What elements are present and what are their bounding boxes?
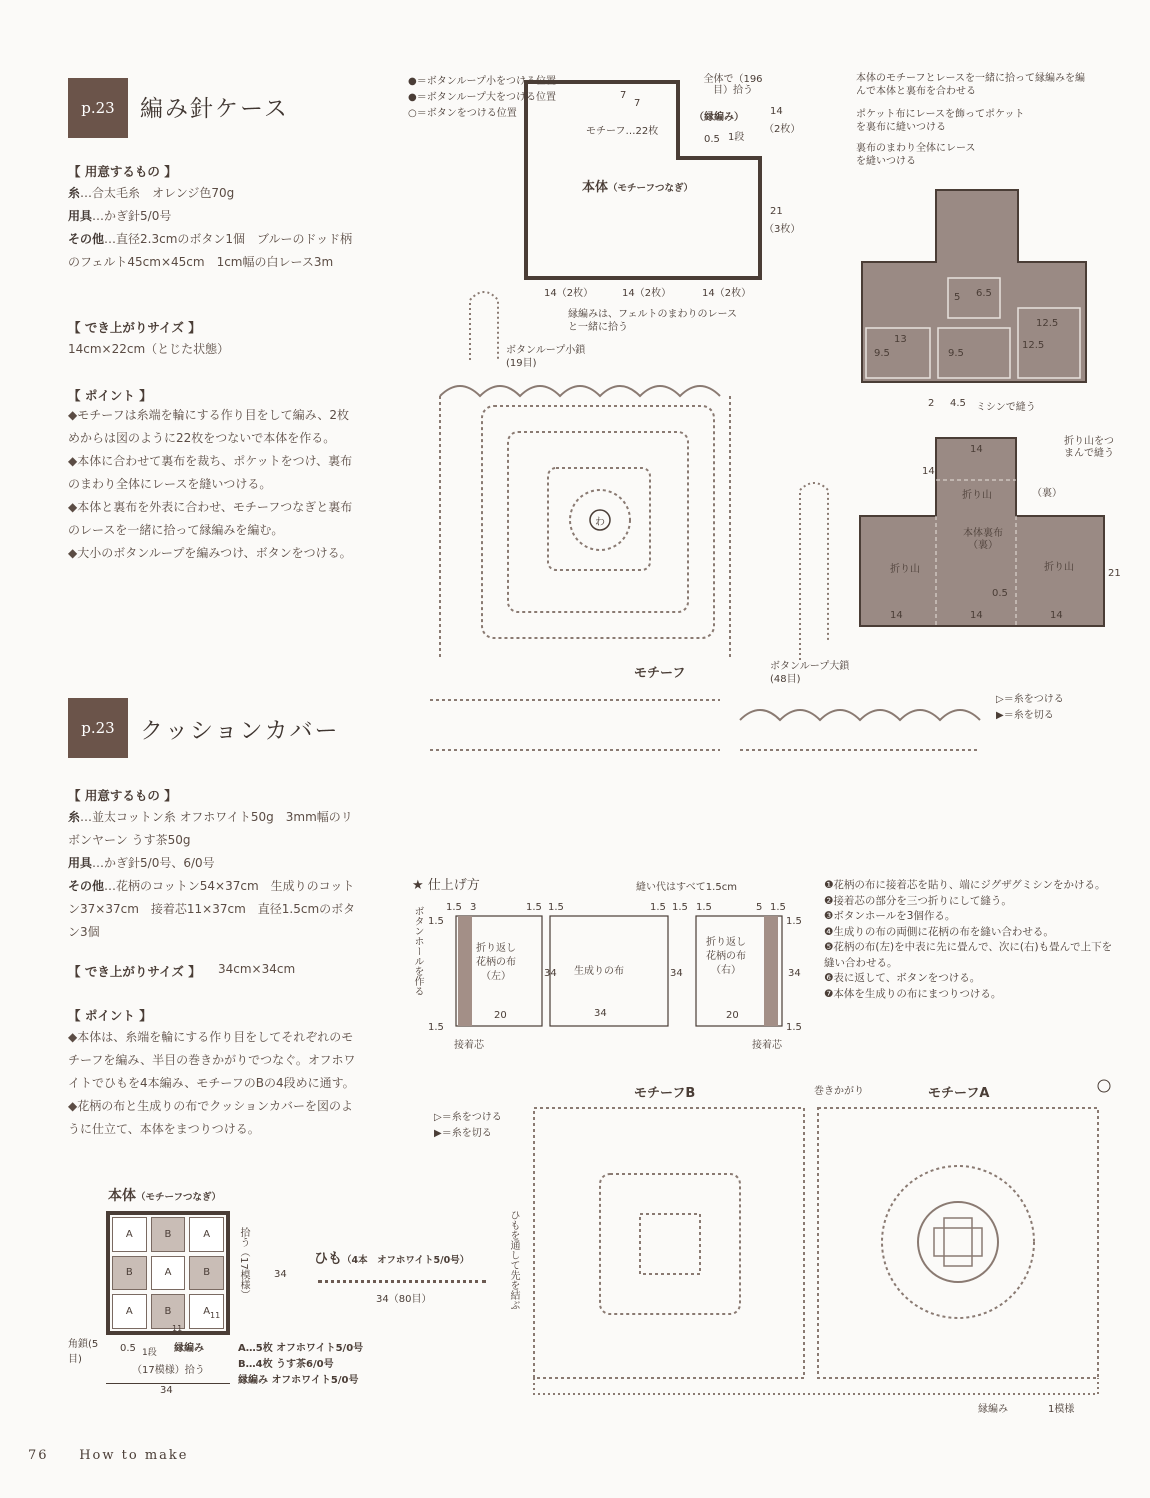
material-line: その他…花柄のコットン54×37cm 生成りのコットン37×37cm 接着芯11×37cm 直径1.5cmのボタン3個	[68, 879, 356, 939]
whip-label: 巻きかがり	[814, 1086, 864, 1097]
buttonhole-note: ボタンホールを作る	[412, 906, 423, 996]
grid-cell-b: B	[189, 1256, 224, 1291]
page-footer	[28, 1448, 188, 1463]
dim-label: 34	[788, 968, 801, 979]
dim-label: 14	[922, 466, 935, 477]
legend-big: ●＝ボタンループ大をつける位置	[408, 92, 556, 103]
grid-cell-b: B	[112, 1256, 147, 1291]
width-dimension-line	[106, 1383, 230, 1384]
dim-label: （3枚）	[764, 224, 801, 235]
left-panel-label: 折り返し 花柄の布 （左）	[476, 943, 516, 982]
string-title: ひも（4本 オフホワイト5/0号）	[314, 1251, 470, 1267]
dim-label: 6.5	[976, 288, 992, 299]
point-line: ◆大小のボタンループを編みつけ、ボタンをつける。	[68, 546, 352, 560]
grid-cell-b: B	[151, 1217, 186, 1252]
dim-label: 0.5	[704, 134, 720, 145]
dim-label: 7	[620, 90, 627, 101]
dim-label: 21	[770, 206, 783, 217]
material-line: 糸…並太コットン糸 オフホワイト50g 3mm幅のリボンヤーン うす茶50g	[68, 810, 353, 847]
finishing-heading: ★ 仕上げ方	[412, 878, 480, 893]
string-note: ひもを通して先を結ぶ	[508, 1210, 519, 1310]
point-line: ◆本体と裏布を外表に合わせ、モチーフつなぎと裏布のレースを一緒に拾って縁編みを編む。	[68, 500, 353, 537]
legend-attach: ▷＝糸をつける	[434, 1112, 502, 1123]
dim-label: 1.5	[428, 1022, 444, 1033]
lining-note: 本体のモチーフとレースを一緒に拾って縁編みを編んで本体と裏布を合わせる	[856, 73, 1085, 97]
pick-bottom-label: （17模様）拾う	[132, 1365, 205, 1376]
page-badge: p.23	[68, 78, 128, 138]
case-points-heading: 【 ポイント 】	[68, 388, 152, 403]
footer-text: How to make	[79, 1448, 189, 1463]
dim-label: 11	[172, 1324, 183, 1333]
legend-cut: ▶＝糸を切る	[996, 710, 1054, 721]
grid-cell-a: A	[189, 1217, 224, 1252]
edge-note: 縁編みは、フェルトのまわりのレースと一緒に拾う	[568, 309, 737, 333]
cushion-size-heading: 【 でき上がりサイズ 】	[68, 964, 201, 979]
dim-label: 1.5	[786, 916, 802, 927]
dim-label: 34	[160, 1385, 173, 1396]
case-points	[68, 404, 358, 565]
page-badge: p.23	[68, 698, 128, 758]
case-body-diagram	[398, 72, 801, 302]
point-line: ◆本体は、糸端を輪にする作り目をしてそれぞれのモチーフを編み、半目の巻きかがりでつなぐ。オフホワイトでひもを4本編み、モチーフのBの4段めに通す。	[68, 1030, 356, 1090]
dim-label: （2枚）	[764, 124, 801, 135]
point-line: ◆モチーフは糸端を輪にする作り目をして編み、2枚めからは図のように22枚をつないで本体を作る。	[68, 408, 349, 445]
pick-label: 拾う（17模様）	[238, 1227, 249, 1300]
back-label: （裏）	[1032, 488, 1062, 499]
dim-label: 1.5	[786, 1022, 802, 1033]
dim-label: 14	[970, 444, 983, 455]
case-size-heading: 【 でき上がりサイズ 】	[68, 320, 201, 335]
dim-label: 12.5	[1036, 318, 1059, 329]
lining-note: ポケット布にレースを飾ってポケットを裏布に縫いつける	[856, 109, 1025, 133]
legend-edge: 縁編み オフホワイト5/0号	[238, 1375, 359, 1386]
dim-label: 1段	[142, 1348, 157, 1358]
interfacing-left: 接着芯	[454, 1040, 484, 1051]
step-line: ❷接着芯の部分を三つ折りにして縫う。	[824, 894, 1012, 907]
dim-label: 14	[1050, 610, 1063, 621]
dim-label: 34	[274, 1269, 287, 1280]
point-line: ◆花柄の布と生成りの布でクッションカバーを図のように仕立て、本体をまつりつける。	[68, 1099, 353, 1136]
edge-label: （縁編み）	[694, 112, 744, 123]
lining-note: 裏布のまわり全体にレースを縫いつける	[856, 143, 976, 167]
middle-panel-label: 生成りの布	[574, 966, 624, 977]
dim-label: 0.5	[120, 1343, 136, 1354]
right-panel-label: 折り返し 花柄の布 （右）	[706, 937, 746, 976]
dim-label: 14	[970, 610, 983, 621]
dim-label: 14（2枚）	[622, 288, 672, 299]
fold-note: 折り山をつまんで縫う	[1064, 436, 1114, 459]
motif-label: モチーフ	[634, 666, 686, 681]
case-materials	[68, 182, 358, 274]
dim-label: 1.5	[526, 902, 542, 913]
dim-label: 0.5	[992, 588, 1008, 599]
fold-label: 折り山	[962, 490, 992, 501]
dim-label: 34	[594, 1008, 607, 1019]
dim-label: 14（2枚）	[702, 288, 752, 299]
dim-label: 34	[670, 968, 683, 979]
dim-label: 14（2枚）	[544, 288, 594, 299]
legend-small: ●＝ボタンループ小をつける位置	[408, 76, 556, 87]
dim-label: 34	[544, 968, 557, 979]
dim-label: 21	[1108, 568, 1121, 579]
edge-label: 縁編み	[978, 1404, 1008, 1415]
motif-stitch-chart	[400, 280, 990, 830]
dim-label: 20	[726, 1010, 739, 1021]
cushion-size: 34cm×34cm	[218, 962, 296, 976]
dim-label: 9.5	[874, 348, 890, 359]
cushion-points-heading: 【 ポイント 】	[68, 1008, 152, 1023]
legend-a: A…5枚 オフホワイト5/0号	[238, 1343, 364, 1354]
dim-label: 1.5	[548, 902, 564, 913]
step-line: ❸ボタンホールを3個作る。	[824, 910, 956, 922]
legend-attach: ▷＝糸をつける	[996, 694, 1064, 705]
cushion-motif-chart	[430, 1078, 1130, 1438]
corner-label: 角鎖(5目)	[68, 1339, 99, 1365]
cushion-body-diagram	[60, 1185, 400, 1405]
fold-label: 折り山	[1044, 562, 1074, 573]
body-label: 本体（モチーフつなぎ）	[582, 180, 694, 195]
legend-b: B…4枚 うす茶6/0号	[238, 1359, 334, 1370]
step-line: ❶花柄の布に接着芯を貼り、端にジグザグミシンをかける。	[824, 879, 1106, 891]
grid-cell-a: A	[112, 1294, 147, 1329]
dim-label: 1.5	[696, 902, 712, 913]
center-ring: わ	[595, 517, 605, 528]
cushion-materials-heading: 【 用意するもの 】	[68, 788, 177, 803]
dim-label: 4.5	[950, 398, 966, 409]
dim-label: 1.5	[672, 902, 688, 913]
step-line: ❻表に返して、ボタンをつける。	[824, 972, 981, 984]
fold-label: 本体裏布（裏）	[963, 528, 1003, 551]
dim-label: 13	[894, 334, 907, 345]
cushion-materials	[68, 806, 358, 944]
grid-cell-a: A	[189, 1294, 224, 1329]
cushion-stitch-chart	[430, 1078, 1130, 1438]
dim-label: 1.5	[446, 902, 462, 913]
dim-label: 5	[756, 902, 763, 913]
dim-label: 1.5	[650, 902, 666, 913]
total-label: 全体で（196目）拾う	[703, 74, 763, 96]
cushion-title: クッションカバー	[140, 718, 340, 744]
motif-count: モチーフ…22枚	[586, 126, 659, 137]
finishing-steps	[824, 878, 1114, 1002]
pattern-label: 1模様	[1048, 1404, 1075, 1415]
motif-b-label: モチーフB	[634, 1086, 696, 1101]
string-dim: 34（80目）	[376, 1294, 432, 1305]
dim-label: 7	[634, 98, 641, 109]
cushion-body-title: 本体（モチーフつなぎ）	[108, 1188, 222, 1204]
legend-cut: ▶＝糸を切る	[434, 1128, 492, 1139]
case-size: 14cm×22cm（とじた状態）	[68, 342, 230, 356]
grid-cell-a: A	[112, 1217, 147, 1252]
dim-label: 11	[210, 1311, 221, 1320]
page-number: 76	[28, 1448, 49, 1463]
case-materials-heading: 【 用意するもの 】	[68, 164, 177, 179]
dim-label: 1.5	[770, 902, 786, 913]
finishing-panels	[408, 872, 808, 1042]
grid-cell-a: A	[151, 1256, 186, 1291]
case-title: 編み針ケース	[140, 96, 289, 122]
point-line: ◆本体に合わせて裏布を裁ち、ポケットをつけ、裏布のまわり全体にレースを縫いつける。	[68, 454, 353, 491]
dim-label: 14	[890, 610, 903, 621]
step-line: ❼本体を生成りの布にまつりつける。	[824, 987, 1002, 1000]
interfacing-right: 接着芯	[752, 1040, 782, 1051]
dim-label: 9.5	[948, 348, 964, 359]
step-line: ❺花柄の布(左)を中表に先に畳んで、次に(右)も畳んで上下を縫い合わせる。	[824, 941, 1113, 969]
loop-big-label: ボタンループ大鎖(48目)	[770, 661, 850, 685]
legend-button: ○＝ボタンをつける位置	[408, 108, 517, 119]
loop-small-label: ボタンループ小鎖(19目)	[506, 345, 586, 369]
dim-label: 2	[928, 398, 935, 409]
seam-note: 縫い代はすべて1.5cm	[636, 882, 737, 893]
motif-a-label: モチーフA	[928, 1086, 990, 1101]
material-line: その他…直径2.3cmのボタン1個 ブルーのドッド柄のフェルト45cm×45cm 1cm幅の白レース3m	[68, 232, 353, 269]
dim-label: 20	[494, 1010, 507, 1021]
grid-cell-b: B	[151, 1294, 186, 1329]
cushion-points	[68, 1026, 358, 1141]
dim-label: 14	[770, 106, 783, 117]
dim-label: 1.5	[428, 916, 444, 927]
sewing-note: ミシンで縫う	[976, 402, 1036, 413]
dim-label: 12.5	[1022, 340, 1045, 351]
material-line: 糸…合太毛糸 オレンジ色70g	[68, 186, 235, 200]
dim-label: 3	[470, 902, 477, 913]
material-line: 用具…かぎ針5/0号、6/0号	[68, 856, 215, 870]
dim-label: 1段	[728, 132, 745, 143]
dim-label: 5	[954, 292, 961, 303]
step-line: ❹生成りの布の両側に花柄の布を縫い合わせる。	[824, 925, 1054, 938]
edge-label: 縁編み	[174, 1343, 204, 1354]
fold-label: 折り山	[890, 564, 920, 575]
material-line: 用具…かぎ針5/0号	[68, 209, 172, 223]
